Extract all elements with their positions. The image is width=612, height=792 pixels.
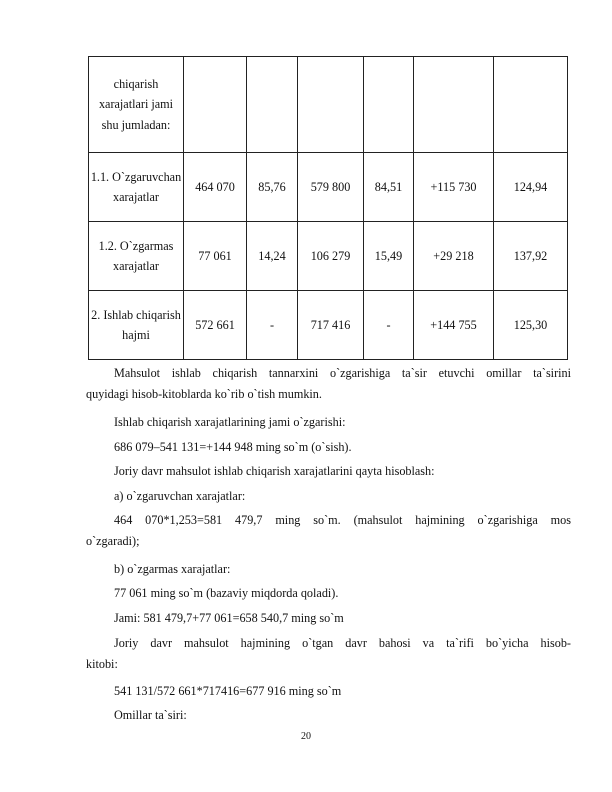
table-row (89, 222, 568, 291)
table-cell (364, 57, 414, 153)
text-line: 686 079–541 131=+144 948 ming so`m (o`sish). (114, 440, 352, 454)
table-cell: 572 661 (184, 291, 247, 360)
table-row (89, 291, 568, 360)
table-cell: 106 279 (298, 222, 364, 291)
table-cell (414, 57, 494, 153)
table-cell: - (247, 291, 298, 360)
table-row (89, 153, 568, 222)
table-cell: chiqarish xarajatlari jami shu jumladan: (89, 57, 184, 153)
text-line: Joriy davr mahsulot ishlab chiqarish xarajatlarini qayta hisoblash: (114, 464, 435, 478)
table-row (89, 57, 568, 153)
table-cell: 1.1. O`zgaruvchan xarajatlar (89, 153, 184, 222)
table-cell: 84,51 (364, 153, 414, 222)
table-cell: 717 416 (298, 291, 364, 360)
text-line: Omillar ta`siri: (114, 708, 187, 722)
text-line: 541 131/572 661*717416=677 916 ming so`m (114, 684, 342, 698)
table-cell: 579 800 (298, 153, 364, 222)
table-cell (184, 57, 247, 153)
table-cell: 14,24 (247, 222, 298, 291)
table-cell: 15,49 (364, 222, 414, 291)
text-line: b) o`zgarmas xarajatlar: (114, 562, 231, 576)
table-cell: +144 755 (414, 291, 494, 360)
table-cell: 125,30 (494, 291, 568, 360)
table-cell (247, 57, 298, 153)
table-cell: +115 730 (414, 153, 494, 222)
table-cell: 77 061 (184, 222, 247, 291)
table-cell: 2. Ishlab chiqarish hajmi (89, 291, 184, 360)
text-line: 464 070*1,253=581 479,7 ming so`m. (mahsulot hajmining o`zgarishiga mos (114, 513, 571, 527)
table-cell: 1.2. O`zgarmas xarajatlar (89, 222, 184, 291)
table-cell: 464 070 (184, 153, 247, 222)
text-line: quyidagi hisob-kitoblarda ko`rib o`tish mumkin. (86, 387, 322, 401)
table-cell: +29 218 (414, 222, 494, 291)
table-cell: 124,94 (494, 153, 568, 222)
cost-table (88, 56, 568, 360)
text-line: kitobi: (86, 657, 118, 671)
paragraph-volume-calc (86, 633, 571, 653)
table-cell: 137,92 (494, 222, 568, 291)
text-line: a) o`zgaruvchan xarajatlar: (114, 489, 246, 503)
paragraph-factors-intro (86, 363, 571, 383)
text-line: Joriy davr mahsulot hajmining o`tgan davr bahosi va ta`rifi bo`yicha hisob- (114, 636, 571, 650)
table-cell: 85,76 (247, 153, 298, 222)
table-cell (494, 57, 568, 153)
text-line: 77 061 ming so`m (bazaviy miqdorda qoladi). (114, 586, 339, 600)
text-line: Mahsulot ishlab chiqarish tannarxini o`zgarishiga ta`sir etuvchi omillar ta`sirini (114, 366, 571, 380)
table-cell: - (364, 291, 414, 360)
table-cell (298, 57, 364, 153)
text-line: Ishlab chiqarish xarajatlarining jami o`zgarishi: (114, 415, 346, 429)
page-number: 20 (301, 731, 311, 742)
text-line: Jami: 581 479,7+77 061=658 540,7 ming so`m (114, 611, 344, 625)
paragraph-variable-calc (86, 510, 571, 530)
text-line: o`zgaradi); (86, 534, 140, 548)
